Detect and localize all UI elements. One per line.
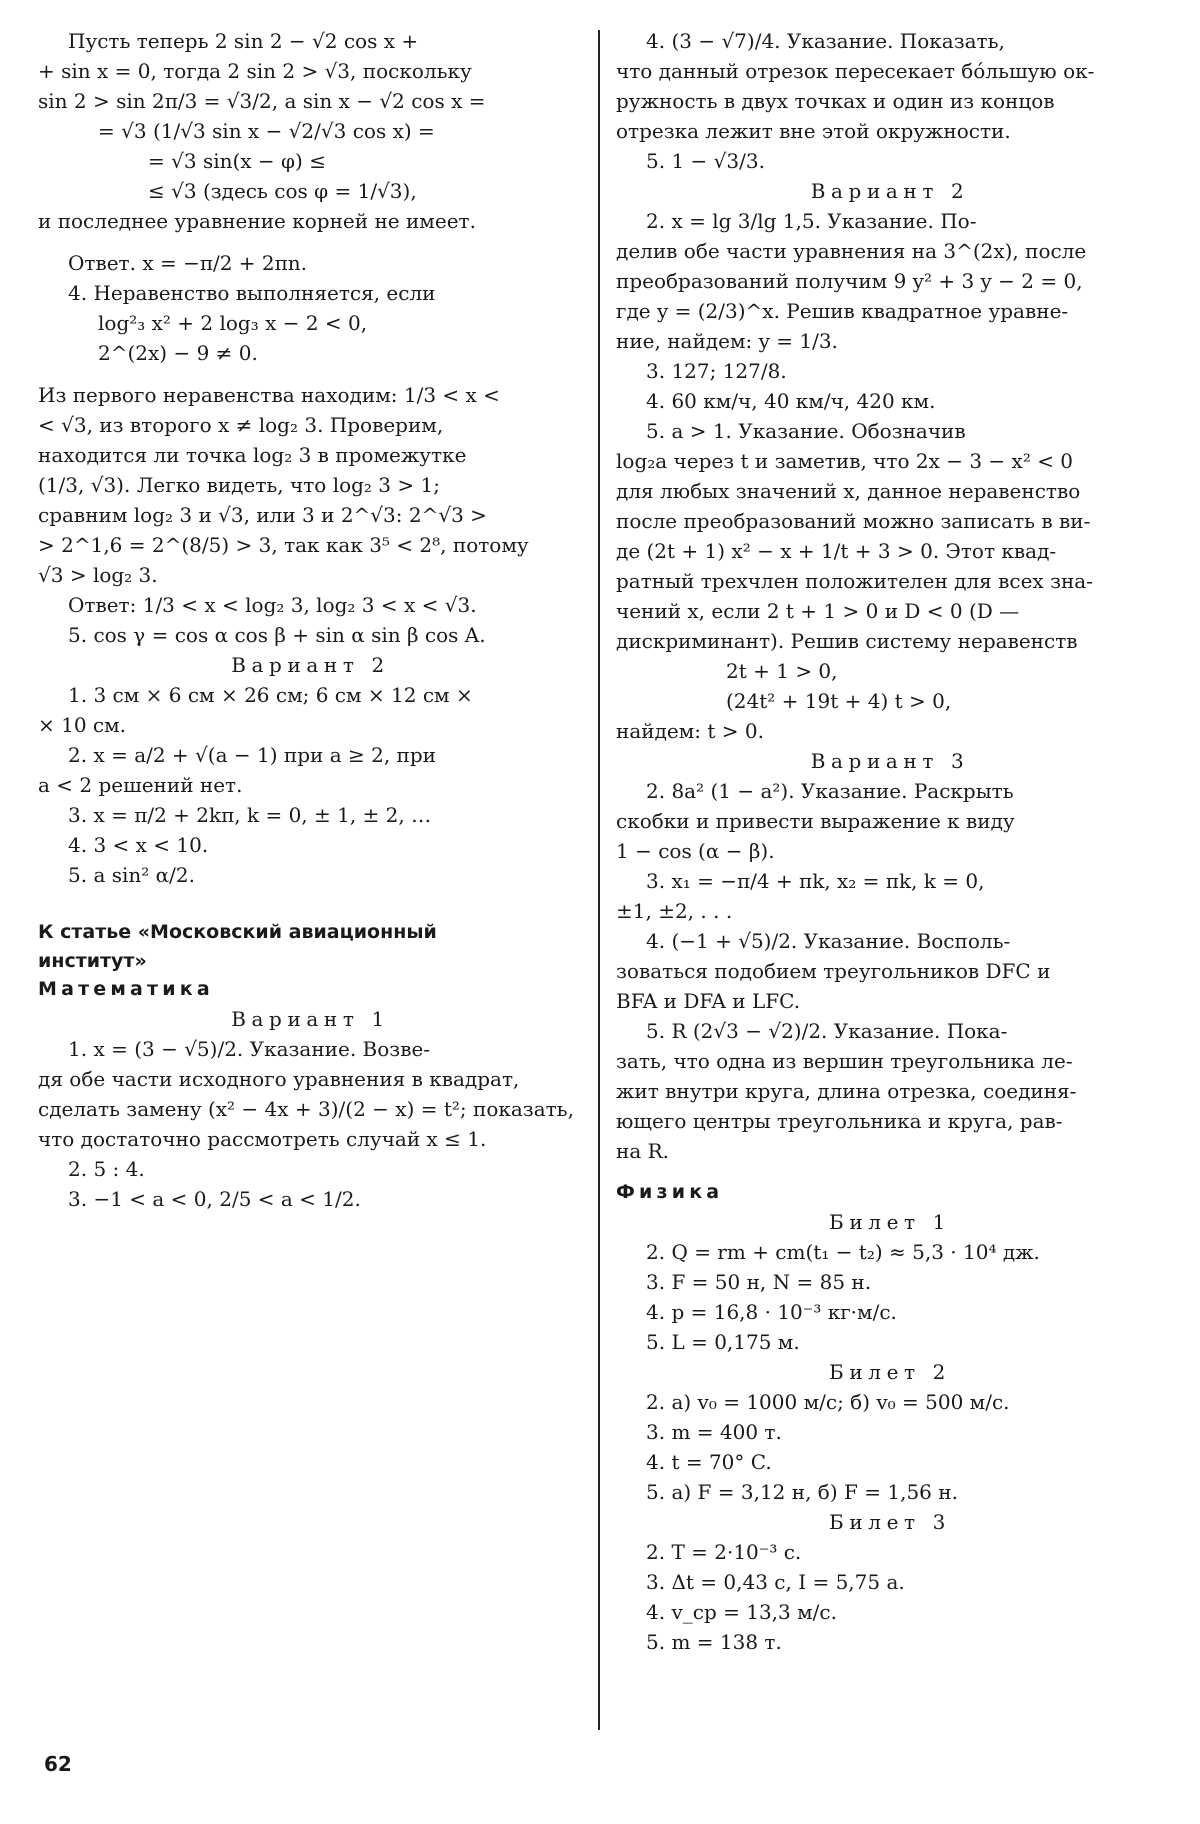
- system-line: log²₃ x² + 2 log₃ x − 2 < 0,: [98, 311, 368, 335]
- text-line: сравним log₂ 3 и √3, или 3 и 2^√3: 2^√3 >: [38, 503, 487, 527]
- left-column: [38, 26, 583, 1214]
- text-line: где y = (2/3)^x. Решив квадратное уравне-: [616, 299, 1069, 323]
- article-heading: К статье «Московский авиационный: [38, 921, 437, 943]
- answer-item: 4. (−1 + √5)/2. Указание. Восполь-: [646, 929, 1011, 953]
- answer-item: 5. L = 0,175 м.: [646, 1329, 800, 1354]
- text-line: делив обе части уравнения на 3^(2x), после: [616, 239, 1087, 263]
- answer-item: 2. Q = rm + cm(t₁ − t₂) ≈ 5,3 · 10⁴ дж.: [646, 1239, 1040, 1264]
- system-line: 2^(2x) − 9 ≠ 0.: [98, 341, 258, 365]
- text-line: и последнее уравнение корней не имеет.: [38, 209, 476, 233]
- variant-heading: Вариант 1: [231, 1006, 390, 1031]
- text-line: ружность в двух точках и один из концов: [616, 89, 1055, 113]
- text-line: де (2t + 1) x² − x + 1/t + 3 > 0. Этот квад-: [616, 539, 1057, 563]
- answer-item: 4. t = 70° C.: [646, 1449, 772, 1474]
- text-line: log₂a через t и заметив, что 2x − 3 − x² < 0: [616, 449, 1074, 473]
- answer-item: 3. 127; 127/8.: [646, 359, 787, 383]
- answer-item: 3. −1 < a < 0, 2/5 < a < 1/2.: [68, 1186, 361, 1211]
- section-heading-math: Математика: [38, 978, 214, 1000]
- item-5: 5. cos γ = cos α cos β + sin α sin β cos A.: [68, 623, 486, 647]
- ticket-heading: Билет 1: [829, 1209, 951, 1234]
- text-line: найдем: t > 0.: [616, 719, 764, 743]
- answer-item: 5. а) F = 3,12 н, б) F = 1,56 н.: [646, 1479, 958, 1504]
- text-line: зать, что одна из вершин треугольника ле-: [616, 1049, 1073, 1073]
- text-line: преобразований получим 9 y² + 3 y − 2 = 0,: [616, 269, 1083, 293]
- text-line: ратный трехчлен положителен для всех зна-: [616, 569, 1093, 593]
- text-line: = √3 (1/√3 sin x − √2/√3 cos x) =: [98, 119, 435, 143]
- text-line: Из первого неравенства находим: 1/3 < x <: [38, 383, 500, 407]
- answer-item: 5. m = 138 т.: [646, 1629, 782, 1654]
- text-line: ±1, ±2, . . .: [616, 899, 733, 923]
- answer-item: 5. R (2√3 − √2)/2. Указание. Пока-: [646, 1019, 1008, 1043]
- text-line: > 2^1,6 = 2^(8/5) > 3, так как 3⁵ < 2⁸, потому: [38, 533, 529, 557]
- text-line: жит внутри круга, длина отрезка, соединя-: [616, 1079, 1077, 1103]
- answer-item: 4. 3 < x < 10.: [68, 833, 209, 857]
- text-line: ≤ √3 (здесь cos φ = 1/√3),: [148, 179, 417, 203]
- text-line: чений x, если 2 t + 1 > 0 и D < 0 (D —: [616, 599, 1020, 623]
- article-heading: институт»: [38, 949, 147, 972]
- answer-item: 4. (3 − √7)/4. Указание. Показать,: [646, 29, 1005, 53]
- text-line: 1 − cos (α − β).: [616, 839, 775, 863]
- variant-heading: Вариант 3: [810, 749, 970, 773]
- text-line: что данный отрезок пересекает бóльшую ок-: [616, 59, 1095, 83]
- answer-item: 4. 60 км/ч, 40 км/ч, 420 км.: [646, 389, 936, 413]
- text-line: < √3, из второго x ≠ log₂ 3. Проверим,: [38, 413, 444, 437]
- column-divider: [598, 30, 600, 1730]
- answer-item: 1. 3 см × 6 см × 26 см; 6 см × 12 см ×: [68, 683, 473, 707]
- item-4-intro: 4. Неравенство выполняется, если: [68, 281, 436, 305]
- answer-item: × 10 см.: [38, 713, 127, 737]
- variant-heading: Вариант 2: [231, 653, 390, 677]
- system-line: (24t² + 19t + 4) t > 0,: [726, 689, 952, 713]
- answer-item: 2. 5 : 4.: [68, 1156, 145, 1181]
- text-line: после преобразований можно записать в ви-: [616, 509, 1091, 533]
- answer-item: a < 2 решений нет.: [38, 773, 243, 797]
- text-line: Пусть теперь 2 sin 2 − √2 cos x +: [68, 29, 419, 53]
- text-line: (1/3, √3). Легко видеть, что log₂ 3 > 1;: [38, 473, 440, 497]
- ticket-heading: Билет 2: [829, 1359, 951, 1384]
- text-line: = √3 sin(x − φ) ≤: [148, 149, 326, 173]
- answer-line: Ответ. x = −π/2 + 2πn.: [68, 251, 308, 275]
- text-line: ние, найдем: y = 1/3.: [616, 329, 838, 353]
- text-line: зоваться подобием треугольников DFC и: [616, 959, 1051, 983]
- answer-item: 2. T = 2·10⁻³ с.: [646, 1539, 802, 1564]
- text-line: √3 > log₂ 3.: [38, 563, 158, 587]
- answer-line: Ответ: 1/3 < x < log₂ 3, log₂ 3 < x < √3.: [68, 593, 477, 617]
- text-line: дя обе части исходного уравнения в квадрат,: [38, 1066, 520, 1091]
- text-line: сделать замену (x² − 4x + 3)/(2 − x) = t²; показать,: [38, 1096, 574, 1121]
- answer-item: 5. 1 − √3/3.: [646, 149, 765, 173]
- text-line: дискриминант). Решив систему неравенств: [616, 629, 1078, 653]
- text-line: BFA и DFA и LFC.: [616, 989, 801, 1013]
- text-line: + sin x = 0, тогда 2 sin 2 > √3, поскольку: [38, 59, 472, 83]
- answer-item: 1. x = (3 − √5)/2. Указание. Возве-: [68, 1036, 431, 1061]
- text-line: что достаточно рассмотреть случай x ≤ 1.: [38, 1126, 487, 1151]
- answer-item: 3. x₁ = −π/4 + πk, x₂ = πk, k = 0,: [646, 869, 985, 893]
- text-line: ющего центры треугольника и круга, рав-: [616, 1109, 1063, 1133]
- answer-item: 2. x = lg 3/lg 1,5. Указание. По-: [646, 209, 977, 233]
- answer-item: 5. a > 1. Указание. Обозначив: [646, 419, 966, 443]
- answer-item: 4. v_ср = 13,3 м/с.: [646, 1599, 837, 1624]
- variant-heading: Вариант 2: [810, 179, 970, 203]
- system-line: 2t + 1 > 0,: [726, 659, 838, 683]
- answer-item: 4. p = 16,8 · 10⁻³ кг·м/с.: [646, 1299, 897, 1324]
- text-line: для любых значений x, данное неравенство: [616, 479, 1081, 503]
- ticket-heading: Билет 3: [829, 1509, 951, 1534]
- text-line: на R.: [616, 1139, 670, 1163]
- answer-item: 2. а) v₀ = 1000 м/с; б) v₀ = 500 м/с.: [646, 1389, 1010, 1414]
- right-column: [616, 26, 1164, 1657]
- page-number: 62: [44, 1752, 72, 1776]
- answer-item: 3. Δt = 0,43 с, I = 5,75 а.: [646, 1569, 905, 1594]
- text-line: скобки и привести выражение к виду: [616, 809, 1015, 833]
- answer-item: 3. x = π/2 + 2kπ, k = 0, ± 1, ± 2, …: [68, 803, 432, 827]
- answer-item: 2. x = a/2 + √(a − 1) при a ≥ 2, при: [68, 743, 436, 767]
- answer-item: 3. F = 50 н, N = 85 н.: [646, 1269, 872, 1294]
- answer-item: 3. m = 400 т.: [646, 1419, 782, 1444]
- answer-item: 5. a sin² α/2.: [68, 863, 195, 887]
- section-heading-physics: Физика: [616, 1181, 724, 1203]
- text-line: sin 2 > sin 2π/3 = √3/2, а sin x − √2 cos x =: [38, 89, 486, 113]
- text-line: отрезка лежит вне этой окружности.: [616, 119, 1011, 143]
- text-line: находится ли точка log₂ 3 в промежутке: [38, 443, 467, 467]
- answer-item: 2. 8a² (1 − a²). Указание. Раскрыть: [646, 779, 1014, 803]
